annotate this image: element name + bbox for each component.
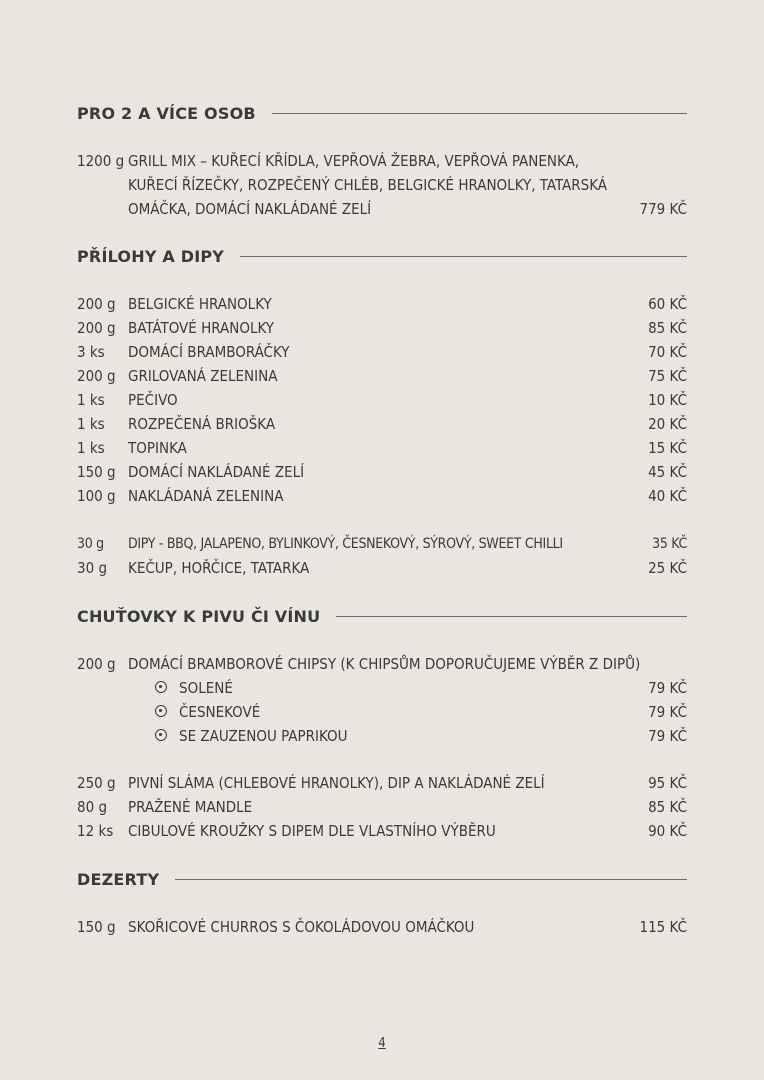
item-price: 10 KČ: [648, 391, 687, 409]
item-price: 15 KČ: [648, 439, 687, 457]
item-quantity: 1 ks: [77, 439, 105, 457]
menu-item-chips: [77, 652, 687, 676]
potato-chip-icon: [155, 705, 167, 717]
menu-item: [77, 292, 687, 316]
item-quantity: 12 ks: [77, 822, 114, 840]
item-price: 95 KČ: [648, 774, 687, 792]
section-title: PŘÍLOHY A DIPY: [77, 246, 225, 266]
item-name-line: KUŘECÍ ŘÍZEČKY, ROZPEČENÝ CHLÉB, BELGICKÉ HRANOLKY, TATARSKÁ: [128, 176, 608, 194]
item-name: BATÁTOVÉ HRANOLKY: [128, 319, 275, 337]
item-name: PIVNÍ SLÁMA (CHLEBOVÉ HRANOLKY), DIP A NAKLÁDANÉ ZELÍ: [128, 774, 545, 792]
section-header-pro-2: [77, 103, 687, 123]
item-price: 35 KČ: [652, 536, 687, 552]
item-price: 20 KČ: [648, 415, 687, 433]
item-name-line: GRILL MIX – KUŘECÍ KŘÍDLA, VEPŘOVÁ ŽEBRA, VEPŘOVÁ PANENKA,: [128, 152, 580, 170]
item-quantity: 30 g: [77, 559, 108, 577]
item-price: 90 KČ: [648, 822, 687, 840]
menu-item: [77, 316, 687, 340]
item-quantity: 100 g: [77, 487, 116, 505]
menu-item-grill-mix-cont: [77, 173, 687, 197]
item-name: DIPY - BBQ, JALAPENO, BYLINKOVÝ, ČESNEKOVÝ, SÝROVÝ, SWEET CHILLI: [128, 536, 563, 552]
item-price: 85 KČ: [648, 319, 687, 337]
menu-item: [77, 556, 687, 580]
section-header-prilohy: [77, 246, 687, 266]
menu-item-dips: [77, 532, 687, 556]
section-header-dezerty: [77, 869, 687, 889]
menu-item: [77, 388, 687, 412]
item-name: CIBULOVÉ KROUŽKY S DIPEM DLE VLASTNÍHO VÝBĚRU: [128, 822, 496, 840]
item-quantity: 200 g: [77, 655, 116, 673]
item-price: 75 KČ: [648, 367, 687, 385]
item-name: SKOŘICOVÉ CHURROS S ČOKOLÁDOVOU OMÁČKOU: [128, 918, 475, 936]
item-price: 70 KČ: [648, 343, 687, 361]
item-quantity: 200 g: [77, 367, 116, 385]
potato-chip-icon: [155, 681, 167, 693]
page-number: 4: [378, 1036, 386, 1051]
item-quantity: 150 g: [77, 918, 116, 936]
item-name: TOPINKA: [128, 439, 187, 457]
item-quantity: 80 g: [77, 798, 108, 816]
menu-subitem: [77, 724, 687, 748]
section-header-chutovky: [77, 606, 687, 626]
item-quantity: 200 g: [77, 319, 116, 337]
item-price: 79 KČ: [648, 727, 687, 745]
item-name: DOMÁCÍ BRAMBOROVÉ CHIPSY (K CHIPSŮM DOPORUČUJEME VÝBĚR Z DIPŮ): [128, 655, 641, 673]
potato-chip-icon: [155, 729, 167, 741]
item-name: NAKLÁDANÁ ZELENINA: [128, 487, 284, 505]
section-divider: [336, 616, 687, 617]
item-price: 115 KČ: [639, 918, 687, 936]
menu-item-grill-mix: [77, 149, 687, 173]
item-price: 40 KČ: [648, 487, 687, 505]
section-divider: [240, 256, 687, 257]
item-price: 85 KČ: [648, 798, 687, 816]
item-name: SE ZAUZENOU PAPRIKOU: [179, 727, 348, 745]
item-name: DOMÁCÍ BRAMBORÁČKY: [128, 343, 290, 361]
item-quantity: 200 g: [77, 295, 116, 313]
item-name: ROZPEČENÁ BRIOŠKA: [128, 415, 276, 433]
item-name-line: OMÁČKA, DOMÁCÍ NAKLÁDANÉ ZELÍ: [128, 200, 372, 218]
item-name: PRAŽENÉ MANDLE: [128, 798, 253, 816]
item-name: BELGICKÉ HRANOLKY: [128, 295, 272, 313]
item-quantity: 1 ks: [77, 391, 105, 409]
item-price: 45 KČ: [648, 463, 687, 481]
menu-item: [77, 412, 687, 436]
menu-item: [77, 340, 687, 364]
item-name: SOLENÉ: [179, 679, 233, 697]
item-price: 79 KČ: [648, 703, 687, 721]
item-name: GRILOVANÁ ZELENINA: [128, 367, 278, 385]
menu-item: [77, 771, 687, 795]
menu-item: [77, 795, 687, 819]
item-quantity: 150 g: [77, 463, 116, 481]
menu-item-grill-mix-cont: [77, 197, 687, 221]
section-divider: [272, 113, 687, 114]
item-name: KEČUP, HOŘČICE, TATARKA: [128, 559, 310, 577]
menu-item: [77, 460, 687, 484]
menu-subitem: [77, 700, 687, 724]
item-name: ČESNEKOVÉ: [179, 703, 261, 721]
item-price: 79 KČ: [648, 679, 687, 697]
item-price: 779 KČ: [639, 200, 687, 218]
section-divider: [175, 879, 687, 880]
item-quantity: 1200 g: [77, 152, 125, 170]
menu-item: [77, 436, 687, 460]
item-price: 60 KČ: [648, 295, 687, 313]
section-title: CHUŤOVKY K PIVU ČI VÍNU: [77, 606, 321, 626]
item-name: DOMÁCÍ NAKLÁDANÉ ZELÍ: [128, 463, 305, 481]
section-title: PRO 2 A VÍCE OSOB: [77, 103, 256, 123]
section-title: DEZERTY: [77, 869, 160, 889]
item-quantity: 30 g: [77, 536, 104, 552]
menu-item: [77, 819, 687, 843]
item-quantity: 1 ks: [77, 415, 105, 433]
item-quantity: 250 g: [77, 774, 116, 792]
menu-item: [77, 364, 687, 388]
menu-item: [77, 484, 687, 508]
menu-item: [77, 915, 687, 939]
item-price: 25 KČ: [648, 559, 687, 577]
item-name: PEČIVO: [128, 391, 178, 409]
menu-subitem: [77, 676, 687, 700]
item-quantity: 3 ks: [77, 343, 105, 361]
